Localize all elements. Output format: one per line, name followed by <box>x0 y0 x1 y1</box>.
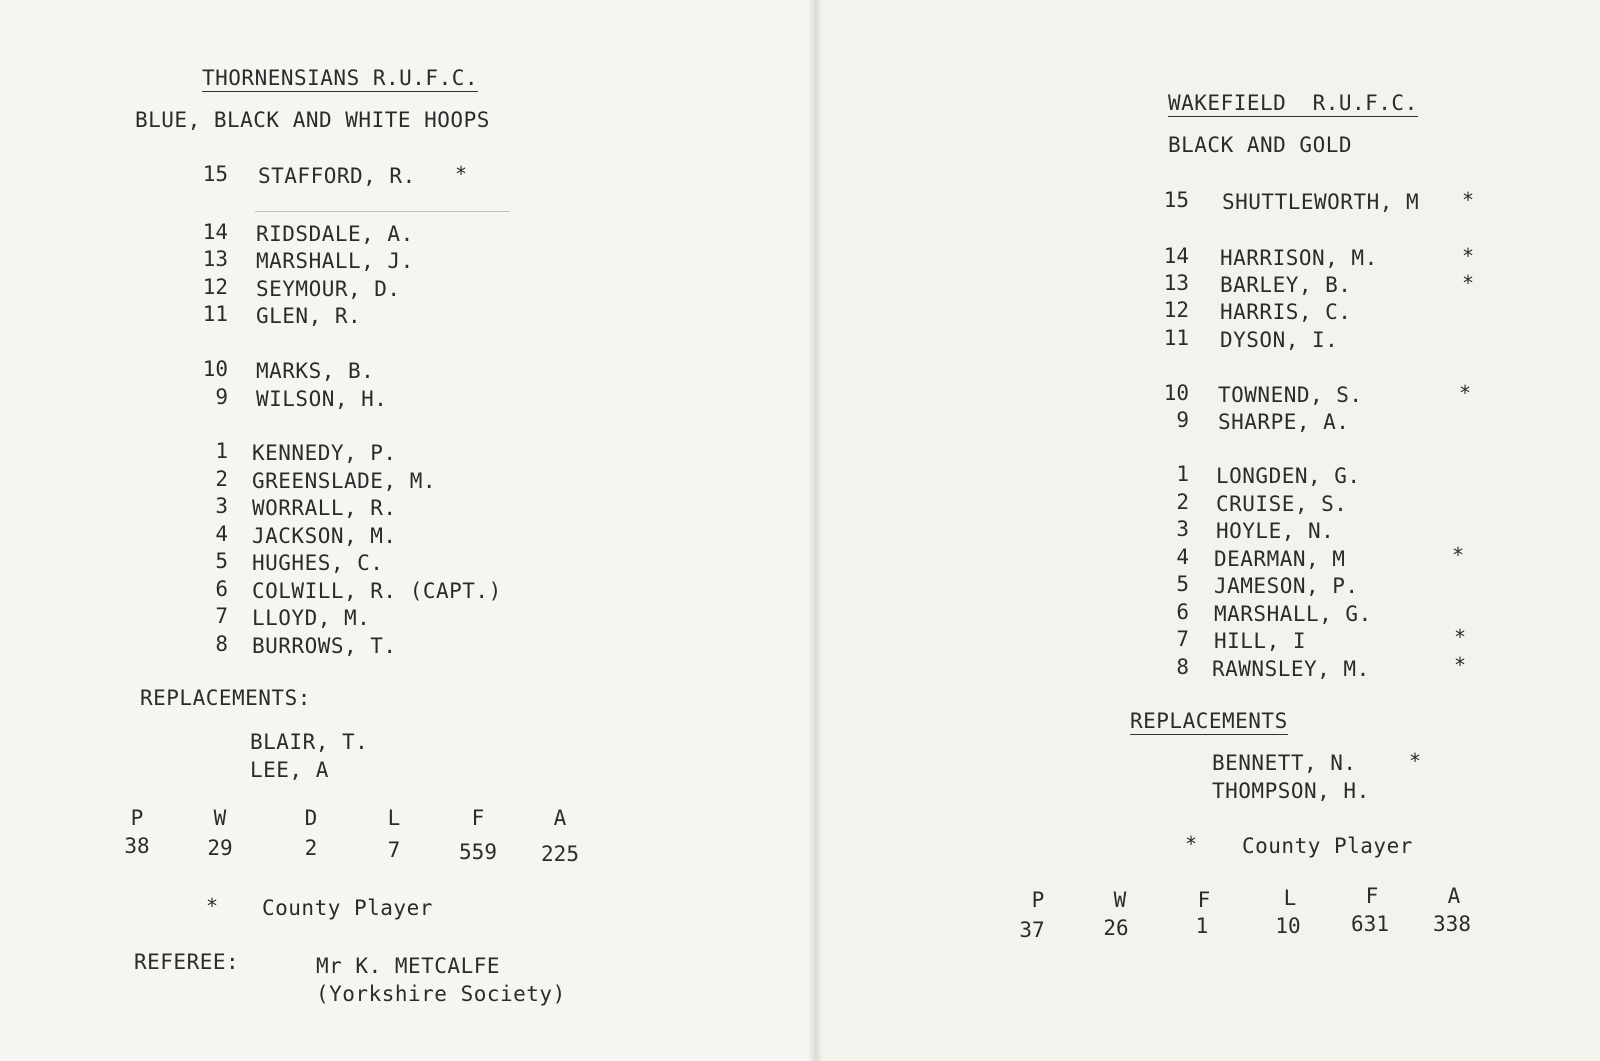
left-stat-value: 559 <box>459 840 497 864</box>
right-stat-header: W <box>1113 888 1127 912</box>
right-player-number: 12 <box>1163 298 1189 322</box>
right-stat-value: 1 <box>1195 914 1209 938</box>
left-player-number: 2 <box>215 467 228 491</box>
referee-label: REFEREE: <box>134 950 240 974</box>
right-stat-header: F <box>1197 888 1211 912</box>
left-stat-header: A <box>553 806 567 830</box>
left-stat-header: F <box>471 806 485 830</box>
left-stat-header: W <box>213 806 227 830</box>
left-player-number: 6 <box>215 577 228 601</box>
right-stat-value: 10 <box>1275 914 1301 938</box>
right-county-star: * <box>1459 381 1472 405</box>
right-player-name: JAMESON, P. <box>1214 574 1359 598</box>
left-player-name: HUGHES, C. <box>252 551 384 575</box>
left-team-name: THORNENSIANS R.U.F.C. <box>202 66 479 90</box>
left-player-name: MARSHALL, J. <box>256 249 414 273</box>
right-stat-value: 37 <box>1019 918 1045 942</box>
right-player-number: 4 <box>1176 545 1189 569</box>
right-player-name: HARRIS, C. <box>1220 300 1352 324</box>
left-stat-value: 7 <box>387 838 401 862</box>
page-gutter <box>808 0 822 1061</box>
right-stat-value: 338 <box>1433 912 1471 936</box>
left-stat-value: 29 <box>207 836 233 860</box>
right-county-star: * <box>1462 271 1475 295</box>
right-team-colours: BLACK AND GOLD <box>1168 133 1353 157</box>
right-team-name: WAKEFIELD R.U.F.C. <box>1168 91 1418 115</box>
right-player-number: 8 <box>1176 655 1189 679</box>
right-player-name: DEARMAN, M <box>1214 547 1346 571</box>
right-player-name: CRUISE, S. <box>1216 492 1348 516</box>
left-player-number: 4 <box>215 522 228 546</box>
left-county-key-label: County Player <box>262 896 433 920</box>
right-player-number: 13 <box>1163 271 1189 295</box>
right-player-number: 6 <box>1176 600 1189 624</box>
left-county-star: * <box>455 162 468 186</box>
right-player-name: LONGDEN, G. <box>1216 464 1361 488</box>
right-stat-header: P <box>1031 888 1045 912</box>
left-player-name: LLOYD, M. <box>252 606 371 630</box>
right-replacement-name: BENNETT, N. <box>1212 751 1357 775</box>
left-player-name: JACKSON, M. <box>252 524 397 548</box>
right-county-star: * <box>1454 625 1467 649</box>
left-stat-value: 225 <box>541 842 579 866</box>
left-player-number: 7 <box>215 604 228 628</box>
left-player-name: GREENSLADE, M. <box>252 469 437 493</box>
right-county-star: * <box>1409 749 1422 773</box>
left-player-number: 8 <box>215 632 228 656</box>
right-player-name: DYSON, I. <box>1220 328 1339 352</box>
left-replacement-name: BLAIR, T. <box>250 730 369 754</box>
left-player-name: COLWILL, R. (CAPT.) <box>252 579 502 603</box>
right-replacements-label: REPLACEMENTS <box>1130 709 1288 733</box>
left-player-name: WORRALL, R. <box>252 496 397 520</box>
right-stat-header: F <box>1365 884 1379 908</box>
left-player-name: KENNEDY, P. <box>252 441 397 465</box>
right-player-number: 7 <box>1176 627 1189 651</box>
left-stat-value: 38 <box>124 834 150 858</box>
left-player-name: SEYMOUR, D. <box>256 277 401 301</box>
left-player-number: 11 <box>202 302 228 326</box>
left-player-number: 10 <box>202 357 228 381</box>
right-player-name: BARLEY, B. <box>1220 273 1352 297</box>
right-county-key-label: County Player <box>1242 834 1413 858</box>
left-replacement-name: LEE, A <box>250 758 329 782</box>
left-player-number: 9 <box>215 385 228 409</box>
left-county-key-star: * <box>206 894 219 918</box>
left-player-name: STAFFORD, R. <box>258 164 416 188</box>
left-player-name: RIDSDALE, A. <box>256 222 414 246</box>
left-player-name: MARKS, B. <box>256 359 375 383</box>
left-player-name: BURROWS, T. <box>252 634 397 658</box>
right-player-number: 1 <box>1176 462 1189 486</box>
right-player-number: 2 <box>1176 490 1189 514</box>
right-player-number: 14 <box>1163 244 1189 268</box>
right-player-name: HILL, I <box>1214 629 1307 653</box>
referee-name: Mr K. METCALFE <box>316 954 501 978</box>
left-separator <box>255 211 510 212</box>
right-player-name: MARSHALL, G. <box>1214 602 1372 626</box>
right-stat-header: A <box>1447 884 1461 908</box>
left-stat-header: P <box>130 806 144 830</box>
right-stat-value: 26 <box>1103 916 1129 940</box>
left-player-number: 5 <box>215 549 228 573</box>
right-stat-value: 631 <box>1351 912 1389 936</box>
right-stat-header: L <box>1283 886 1297 910</box>
left-player-name: WILSON, H. <box>256 387 388 411</box>
right-player-name: HOYLE, N. <box>1216 519 1335 543</box>
right-player-number: 5 <box>1176 572 1189 596</box>
right-county-star: * <box>1462 244 1475 268</box>
left-player-number: 3 <box>215 494 228 518</box>
left-stat-header: D <box>304 806 318 830</box>
right-player-number: 10 <box>1163 381 1189 405</box>
right-county-star: * <box>1452 543 1465 567</box>
referee-society: (Yorkshire Society) <box>316 982 566 1006</box>
right-player-name: RAWNSLEY, M. <box>1212 657 1370 681</box>
right-player-name: TOWNEND, S. <box>1218 383 1363 407</box>
right-player-number: 9 <box>1176 408 1189 432</box>
left-player-name: GLEN, R. <box>256 304 362 328</box>
left-stat-header: L <box>387 806 401 830</box>
right-player-name: SHUTTLEWORTH, M <box>1222 190 1420 214</box>
left-player-number: 15 <box>202 162 228 186</box>
left-stat-value: 2 <box>304 836 318 860</box>
left-player-number: 14 <box>202 220 228 244</box>
left-player-number: 12 <box>202 275 228 299</box>
left-team-colours: BLUE, BLACK AND WHITE HOOPS <box>135 108 490 132</box>
right-county-key-star: * <box>1185 832 1198 856</box>
right-player-name: SHARPE, A. <box>1218 410 1350 434</box>
right-player-number: 11 <box>1163 326 1189 350</box>
right-replacement-name: THOMPSON, H. <box>1212 779 1370 803</box>
left-player-number: 13 <box>202 247 228 271</box>
left-replacements-label: REPLACEMENTS: <box>140 686 311 710</box>
right-player-name: HARRISON, M. <box>1220 246 1378 270</box>
right-county-star: * <box>1462 188 1475 212</box>
right-county-star: * <box>1454 653 1467 677</box>
right-player-number: 3 <box>1176 517 1189 541</box>
right-player-number: 15 <box>1163 188 1189 212</box>
left-player-number: 1 <box>215 439 228 463</box>
